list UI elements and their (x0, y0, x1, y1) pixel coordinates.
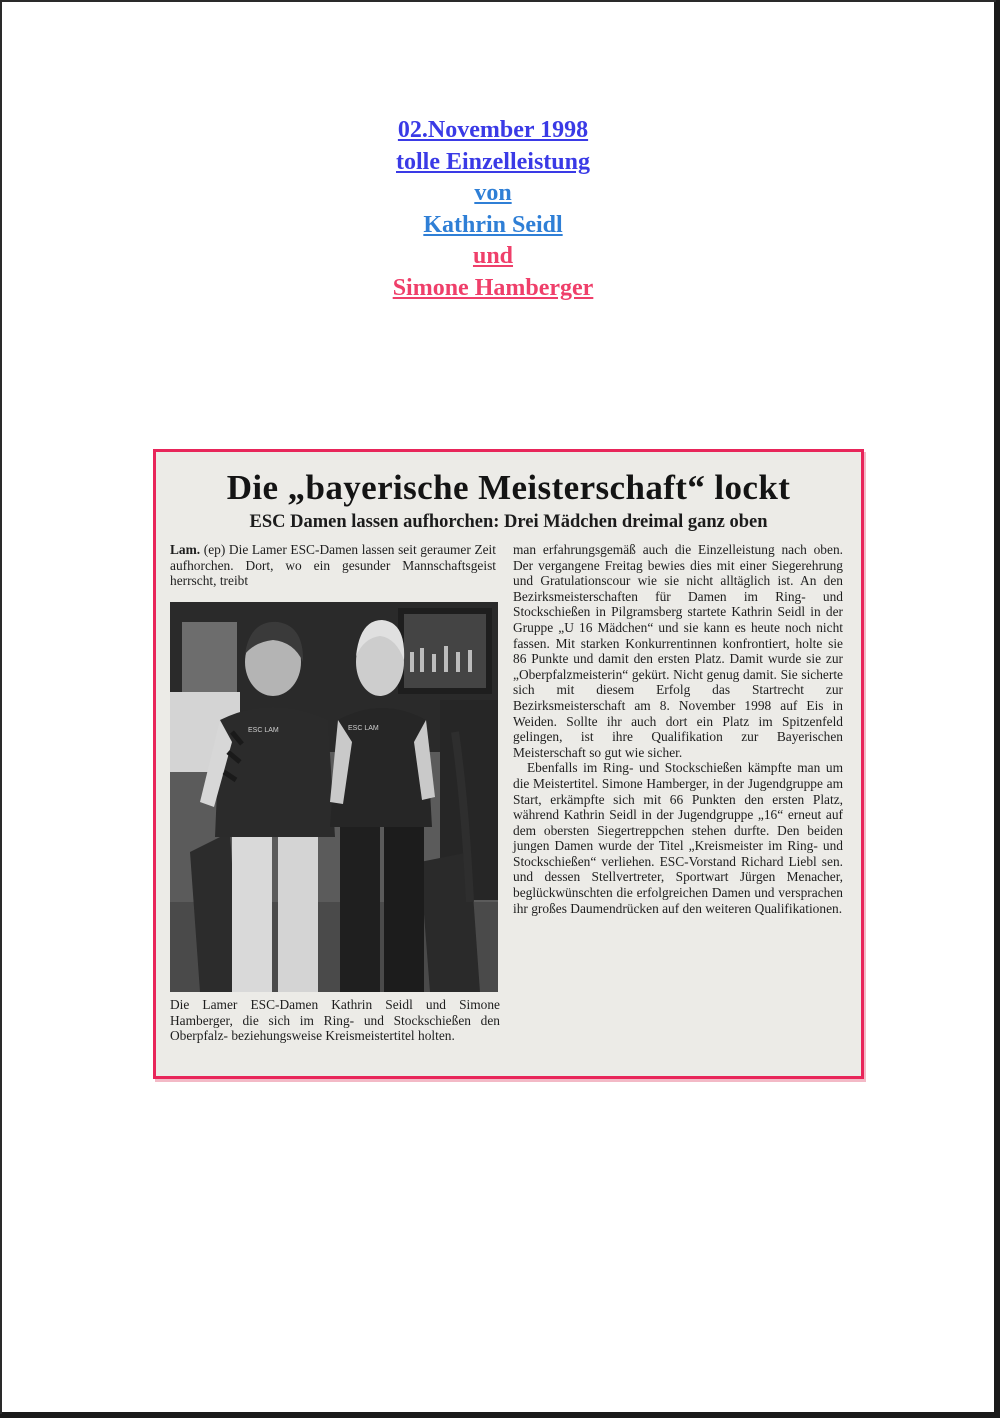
header-title-link[interactable]: tolle Einzelleistung (396, 148, 590, 175)
article-photo (170, 602, 498, 992)
header-block (300, 115, 686, 304)
article-left-intro (170, 542, 496, 589)
jacket-logo-left: ESC LAM (248, 727, 279, 734)
header-name1-link[interactable]: Kathrin Seidl (423, 211, 563, 238)
photo-caption: Die Lamer ESC-Damen Kathrin Seidl und Simone Hamberger, die sich im Ring- und Stockschießen den Oberpfalz- beziehungsweise Kreismeistertitel holten. (170, 997, 500, 1044)
photo-illustration (170, 602, 498, 992)
clipping-subhead: ESC Damen lassen aufhorchen: Drei Mädchen dreimal ganz oben (249, 512, 768, 532)
jacket-logo-right: ESC LAM (348, 725, 379, 732)
article-dateline: Lam. (170, 542, 201, 557)
header-date-link[interactable]: 02.November 1998 (397, 117, 589, 143)
header-von-link[interactable]: von (474, 180, 512, 206)
article-right-column (513, 542, 843, 916)
header-und-link[interactable]: und (472, 243, 514, 269)
article-paragraph-1: man erfahrungsgemäß auch die Einzelleistung nach oben. Der vergangene Freitag bewies dies mit einer Siegerehrung und Gratulationscour wie sie nicht alltäglich ist. An den Bezirksmeisterschaften für Damen im Ring- und Stockschießen in Pilgramsberg startete Kathrin Seidl in der Gruppe „U 16 Mädchen“ und sie kann es heute noch nicht fassen. Mit starken Konkurrentinnen konfrontiert, holte sie 86 Punkte und damit den ersten Platz. Damit wurde sie zur „Oberpfalzmeisterin“ gekürt. Nicht genug damit. Sie sicherte sich mit diesem Erfolg das Startrecht zur Bezirksmeisterschaft am 8. November 1998 auf Eis in Weiden. Sollte ihr auch dort ein Platz im Spitzenfeld gelingen, ist ihre Qualifikation zur Bayerischen Meisterschaft so gut wie sicher. (513, 542, 843, 760)
newspaper-clipping (153, 449, 864, 1079)
article-intro-text: (ep) Die Lamer ESC-Damen lassen seit geraumer Zeit aufhorchen. Dort, wo ein gesunder Mannschaftsgeist herrscht, treibt (170, 542, 497, 589)
header-name2-link[interactable]: Simone Hamberger (392, 274, 594, 301)
clipping-headline: Die „bayerische Meisterschaft“ lockt (226, 468, 791, 507)
article-paragraph-2: Ebenfalls im Ring- und Stockschießen kämpfte man um die Meistertitel. Simone Hamberger, in der Jugendgruppe am Start, erkämpfte sich mit 66 Punkten den ersten Platz, während Kathrin Seidl in der Jugendgruppe „16“ erneut auf dem obersten Siegertreppchen stehen durfte. Den beiden jungen Damen wurde der Titel „Kreismeister im Ring- und Stockschießen“ verliehen. ESC-Vorstand Richard Liebl sen. und dessen Stellvertreter, Sportwart Jürgen Menacher, beglückwünschten die erfolgreichen Damen und versprachen ihr großes Daumendrücken auf den weiteren Qualifikationen. (513, 760, 843, 916)
